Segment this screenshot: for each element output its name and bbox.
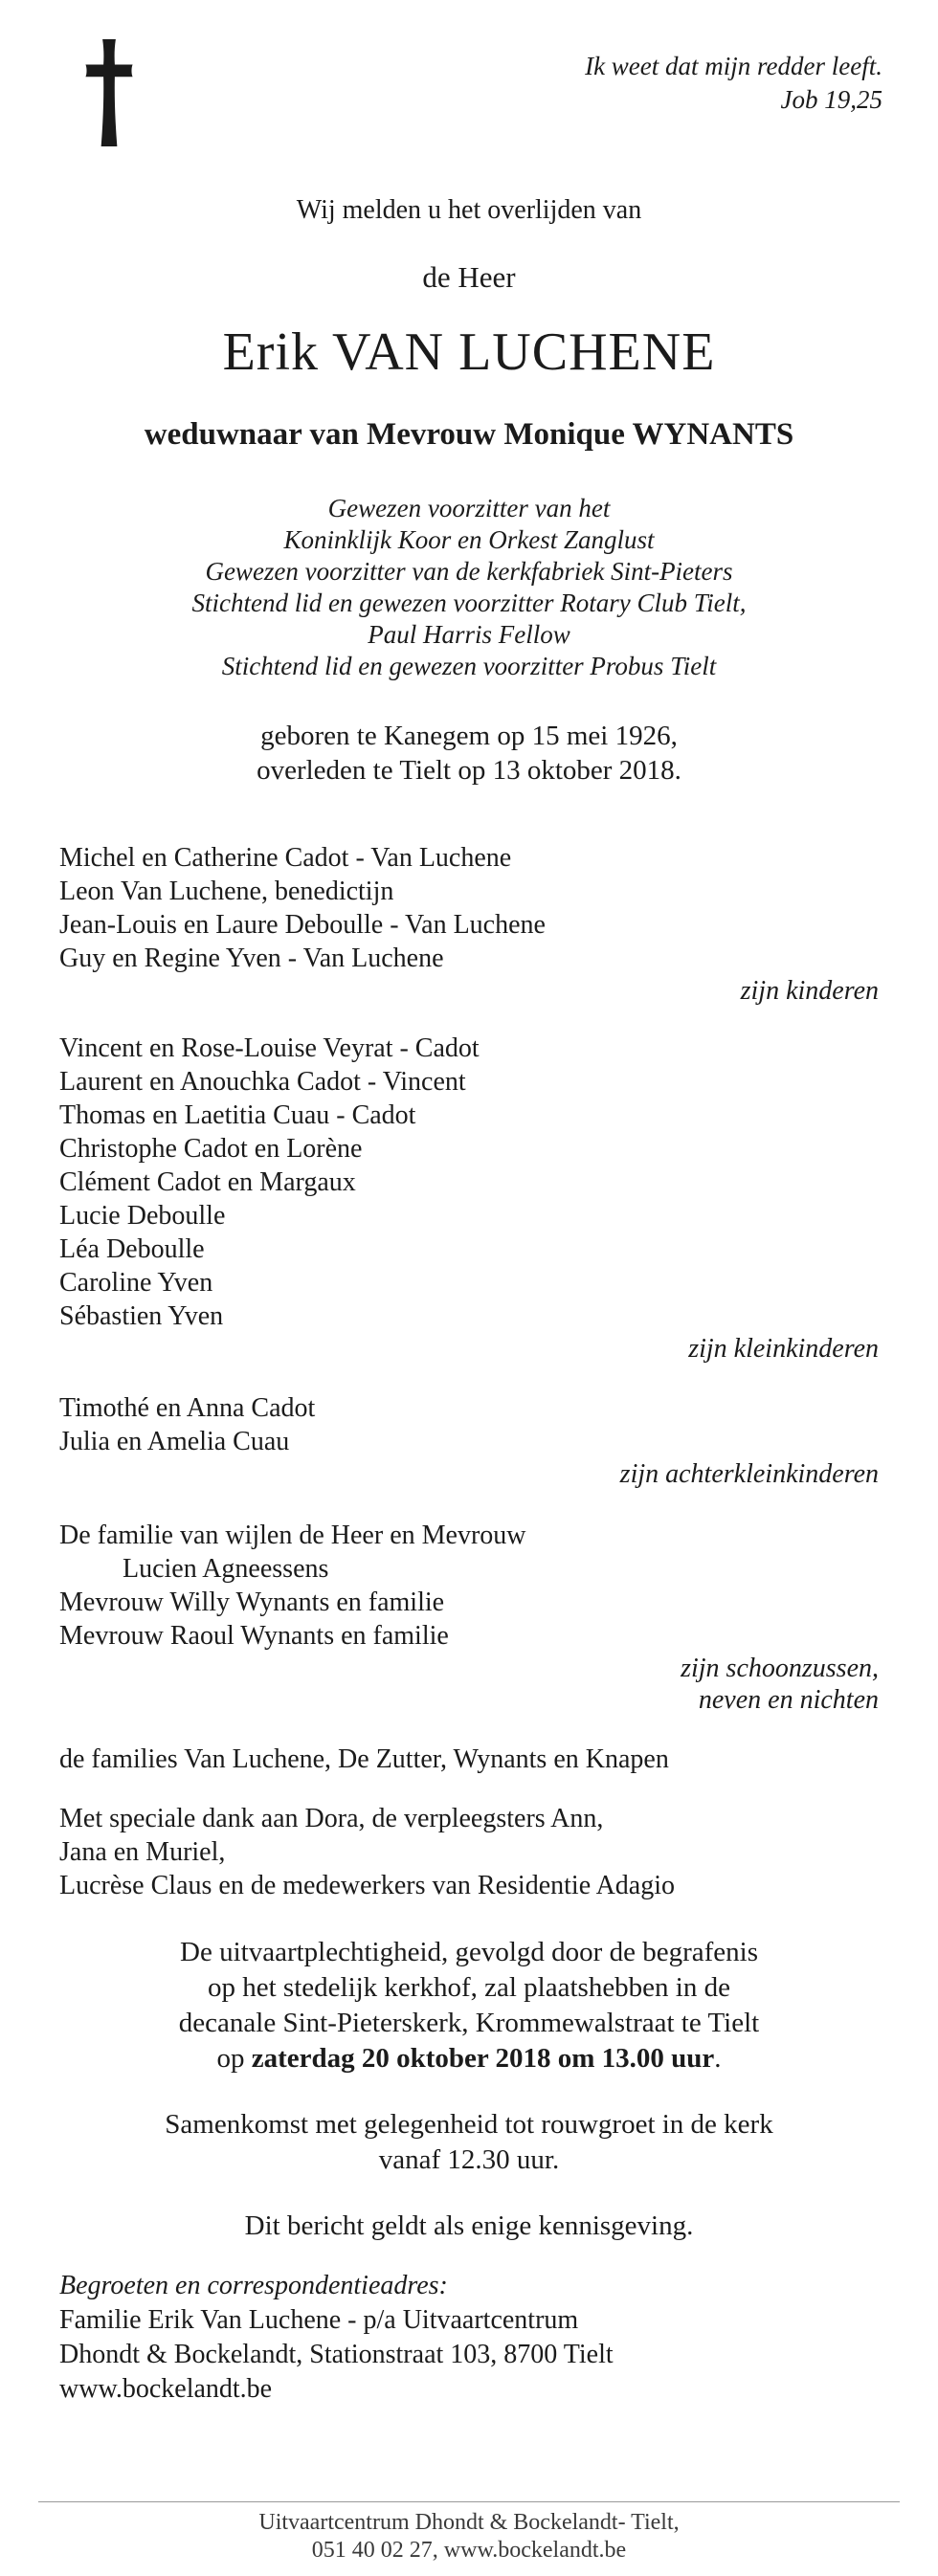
list-item: Mevrouw Raoul Wynants en familie bbox=[59, 1621, 449, 1651]
in-laws-label bbox=[0, 1653, 938, 1716]
title-line: Stichtend lid en gewezen voorzitter Probus Tielt bbox=[221, 652, 717, 680]
list-item: Mevrouw Willy Wynants en familie bbox=[59, 1588, 445, 1617]
list-item: Julia en Amelia Cuau bbox=[59, 1427, 290, 1456]
list-item: Lucie Deboulle bbox=[59, 1201, 226, 1231]
gathering-line: vanaf 12.30 uur. bbox=[378, 2144, 560, 2175]
list-item: Vincent en Rose-Louise Veyrat - Cadot bbox=[59, 1033, 480, 1063]
deceased-name: Erik VAN LUCHENE bbox=[222, 322, 716, 382]
scripture-quote-reference: Job 19,25 bbox=[780, 85, 882, 114]
grandchildren-label: zijn kleinkinderen bbox=[688, 1334, 879, 1364]
notice-line: Dit bericht geldt als enige kennisgeving. bbox=[244, 2210, 694, 2241]
ceremony-date-line bbox=[0, 2041, 938, 2076]
correspondence-website: www.bockelandt.be bbox=[59, 2374, 273, 2404]
list-item: Léa Deboulle bbox=[59, 1234, 205, 1264]
thanks-line: Lucrèse Claus en de medewerkers van Residentie Adagio bbox=[59, 1871, 676, 1900]
thanks-block bbox=[0, 1802, 938, 1902]
funeral-home-footer bbox=[38, 2501, 900, 2565]
title-line: Gewezen voorzitter van de kerkfabriek Sint-Pieters bbox=[205, 557, 733, 586]
latin-cross-icon bbox=[80, 36, 138, 149]
list-item: Timothé en Anna Cadot bbox=[59, 1393, 316, 1423]
birth-death-block bbox=[0, 719, 938, 788]
ceremony-block bbox=[0, 1935, 938, 2076]
list-item: Leon Van Luchene, benedictijn bbox=[59, 877, 394, 906]
correspondence-block bbox=[0, 2269, 938, 2407]
titles-block bbox=[0, 493, 938, 682]
list-item: Thomas en Laetitia Cuau - Cadot bbox=[59, 1100, 416, 1130]
ceremony-date: zaterdag 20 oktober 2018 om 13.00 uur bbox=[251, 2043, 715, 2074]
great-grandchildren-list bbox=[0, 1391, 938, 1458]
list-item: Clément Cadot en Margaux bbox=[59, 1167, 356, 1197]
children-label: zijn kinderen bbox=[740, 976, 879, 1006]
list-item: Christophe Cadot en Lorène bbox=[59, 1134, 363, 1164]
list-item: Sébastien Yven bbox=[59, 1301, 224, 1331]
gathering-line: Samenkomst met gelegenheid tot rouwgroet in de kerk bbox=[165, 2109, 773, 2140]
in-laws-label-line: zijn schoonzussen, bbox=[681, 1654, 879, 1683]
children-list bbox=[0, 841, 938, 975]
correspondence-label: Begroeten en correspondentieadres: bbox=[59, 2271, 448, 2300]
ceremony-line: De uitvaartplechtigheid, gevolgd door de begrafenis bbox=[180, 1937, 758, 1967]
honorific: de Heer bbox=[422, 260, 516, 294]
announcement-intro: Wij melden u het overlijden van bbox=[296, 195, 642, 225]
list-item-indented: Lucien Agneessens bbox=[123, 1554, 329, 1584]
footer-line: 051 40 02 27, www.bockelandt.be bbox=[311, 2538, 627, 2563]
header bbox=[0, 0, 938, 149]
title-line: Stichtend lid en gewezen voorzitter Rotary Club Tielt, bbox=[191, 588, 747, 617]
in-laws-list bbox=[0, 1519, 938, 1653]
ceremony-line: decanale Sint-Pieterskerk, Krommewalstraat te Tielt bbox=[178, 2008, 760, 2038]
scripture-quote bbox=[585, 36, 882, 117]
grandchildren-list bbox=[0, 1032, 938, 1333]
list-item: Laurent en Anouchka Cadot - Vincent bbox=[59, 1067, 466, 1097]
ceremony-date-prefix: op bbox=[216, 2043, 252, 2074]
gathering-block bbox=[0, 2107, 938, 2178]
in-laws-label-line: neven en nichten bbox=[698, 1685, 879, 1715]
death-line: overleden te Tielt op 13 oktober 2018. bbox=[257, 755, 681, 786]
thanks-line: Jana en Muriel, bbox=[59, 1837, 226, 1867]
families-line: de families Van Luchene, De Zutter, Wynants en Knapen bbox=[59, 1744, 669, 1774]
footer-line: Uitvaartcentrum Dhondt & Bockelandt- Tielt, bbox=[258, 2510, 680, 2535]
thanks-line: Met speciale dank aan Dora, de verpleegsters Ann, bbox=[59, 1804, 604, 1833]
title-line: Gewezen voorzitter van het bbox=[327, 494, 611, 522]
list-item: Guy en Regine Yven - Van Luchene bbox=[59, 944, 444, 973]
list-item: Michel en Catherine Cadot - Van Luchene bbox=[59, 843, 512, 873]
list-item: Jean-Louis en Laure Deboulle - Van Luchene bbox=[59, 910, 546, 940]
list-item: De familie van wijlen de Heer en Mevrouw bbox=[59, 1521, 526, 1550]
title-line: Paul Harris Fellow bbox=[368, 620, 570, 649]
title-line: Koninklijk Koor en Orkest Zanglust bbox=[283, 525, 655, 554]
scripture-quote-text: Ik weet dat mijn redder leeft. bbox=[585, 52, 882, 80]
birth-line: geboren te Kanegem op 15 mei 1926, bbox=[260, 721, 678, 751]
ceremony-line: op het stedelijk kerkhof, zal plaatshebben in de bbox=[208, 1972, 730, 2003]
correspondence-line: Dhondt & Bockelandt, Stationstraat 103, 8700 Tielt bbox=[59, 2340, 614, 2369]
ceremony-date-suffix: . bbox=[714, 2043, 722, 2074]
great-grandchildren-label: zijn achterkleinkinderen bbox=[619, 1459, 879, 1489]
list-item: Caroline Yven bbox=[59, 1268, 213, 1298]
correspondence-line: Familie Erik Van Luchene - p/a Uitvaartcentrum bbox=[59, 2305, 579, 2335]
spouse-line: weduwnaar van Mevrouw Monique WYNANTS bbox=[144, 417, 794, 452]
